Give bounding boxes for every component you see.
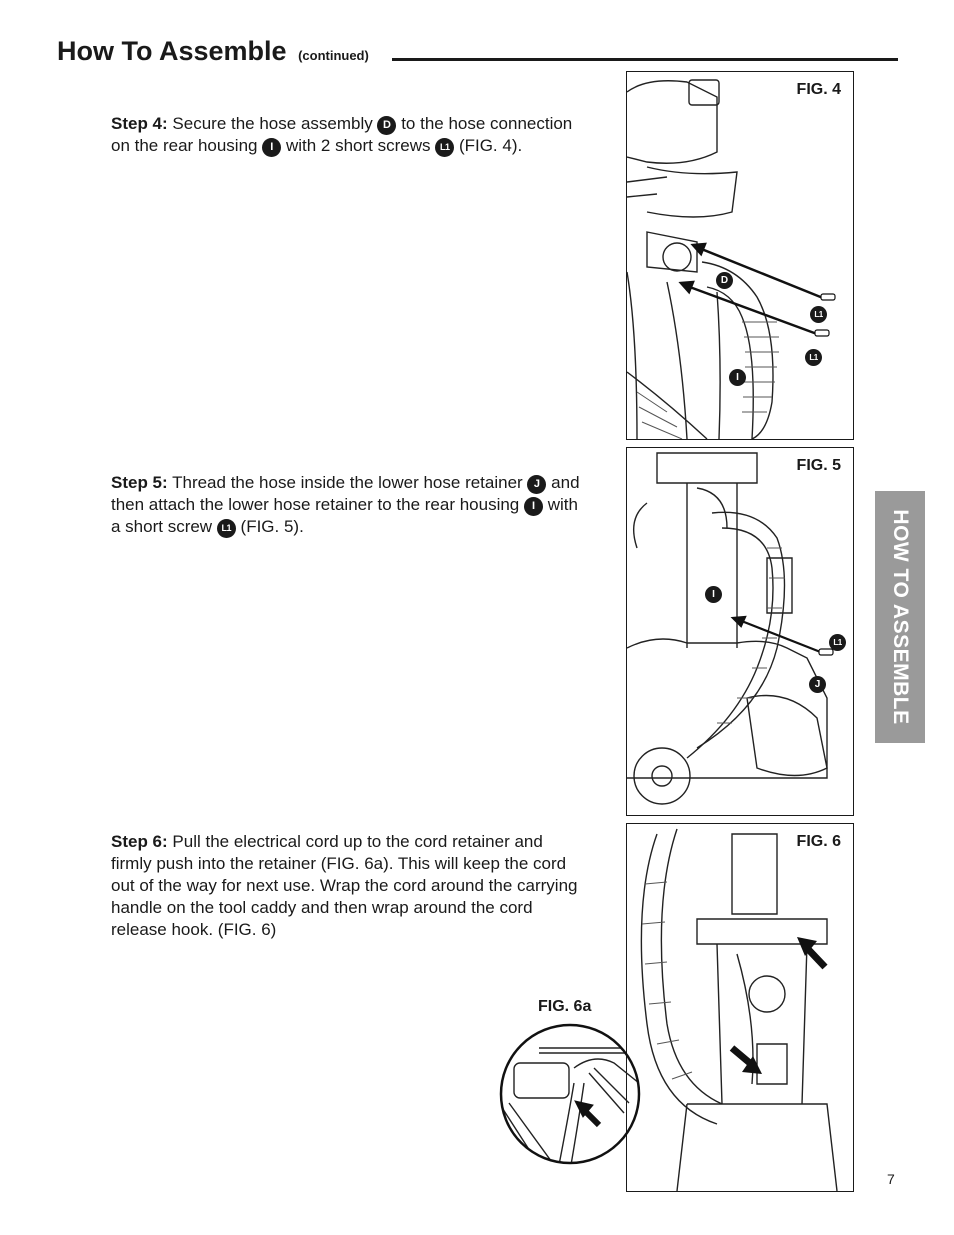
side-tab-label: HOW TO ASSEMBLE xyxy=(889,509,912,725)
step-4-label: Step 4: xyxy=(111,114,168,133)
step-5-text xyxy=(111,472,581,538)
step-4-part-2: to the hose connection on the rear housing xyxy=(111,114,573,155)
step-6-label: Step 6: xyxy=(111,832,168,851)
step-5-part-3: with a short screw xyxy=(111,495,578,536)
fig-6a-label: FIG. 6a xyxy=(538,998,592,1015)
page-title xyxy=(57,36,369,67)
callout-badge-d: D xyxy=(377,116,396,135)
fig-4-callout-d: D xyxy=(716,272,733,289)
fig-6a-illustration xyxy=(499,1023,641,1165)
step-4-part-1: Secure the hose assembly xyxy=(167,114,378,133)
fig-6-illustration xyxy=(627,824,853,1191)
figure-5 xyxy=(626,447,854,816)
title-text: How To Assemble xyxy=(57,36,287,66)
callout-badge-l1: L1 xyxy=(435,138,454,157)
step-4-part-4: (FIG. 4). xyxy=(454,136,523,155)
callout-badge-j: J xyxy=(527,475,546,494)
callout-badge-i: I xyxy=(262,138,281,157)
fig-4-label: FIG. 4 xyxy=(796,81,841,98)
step-5-label: Step 5: xyxy=(111,473,168,492)
fig-5-label: FIG. 5 xyxy=(796,457,841,474)
fig-5-callout-i: I xyxy=(705,586,722,603)
fig-4-callout-i: I xyxy=(729,369,746,386)
step-5-part-2: and then attach the lower hose retainer to the rear housing xyxy=(111,473,580,514)
fig-4-callout-l1: L1 xyxy=(810,306,827,323)
step-4-part-3: with 2 short screws xyxy=(281,136,436,155)
page-number: 7 xyxy=(887,1171,895,1187)
title-continued: (continued) xyxy=(298,48,369,63)
callout-badge-l1: L1 xyxy=(217,519,236,538)
callout-badge-i: I xyxy=(524,497,543,516)
fig-4-callout-l1: L1 xyxy=(805,349,822,366)
figure-4 xyxy=(626,71,854,440)
step-5-part-4: (FIG. 5). xyxy=(235,517,304,536)
step-5-part-1: Thread the hose inside the lower hose retainer xyxy=(167,473,528,492)
step-6-text xyxy=(111,831,581,941)
figure-6 xyxy=(626,823,854,1192)
step-6-body: Pull the electrical cord up to the cord retainer and firmly push into the retainer (FIG. 6a). This will keep the cord out of the way for next use. Wrap the cord around the carrying handle on the tool caddy and then wrap around the cord release hook. (FIG. 6) xyxy=(111,832,578,939)
fig-5-illustration xyxy=(627,448,853,815)
header-rule xyxy=(392,58,898,61)
fig-6-label: FIG. 6 xyxy=(796,833,841,850)
section-side-tab xyxy=(875,491,925,743)
step-4-text xyxy=(111,113,581,157)
fig-5-callout-j: J xyxy=(809,676,826,693)
fig-5-callout-l1: L1 xyxy=(829,634,846,651)
